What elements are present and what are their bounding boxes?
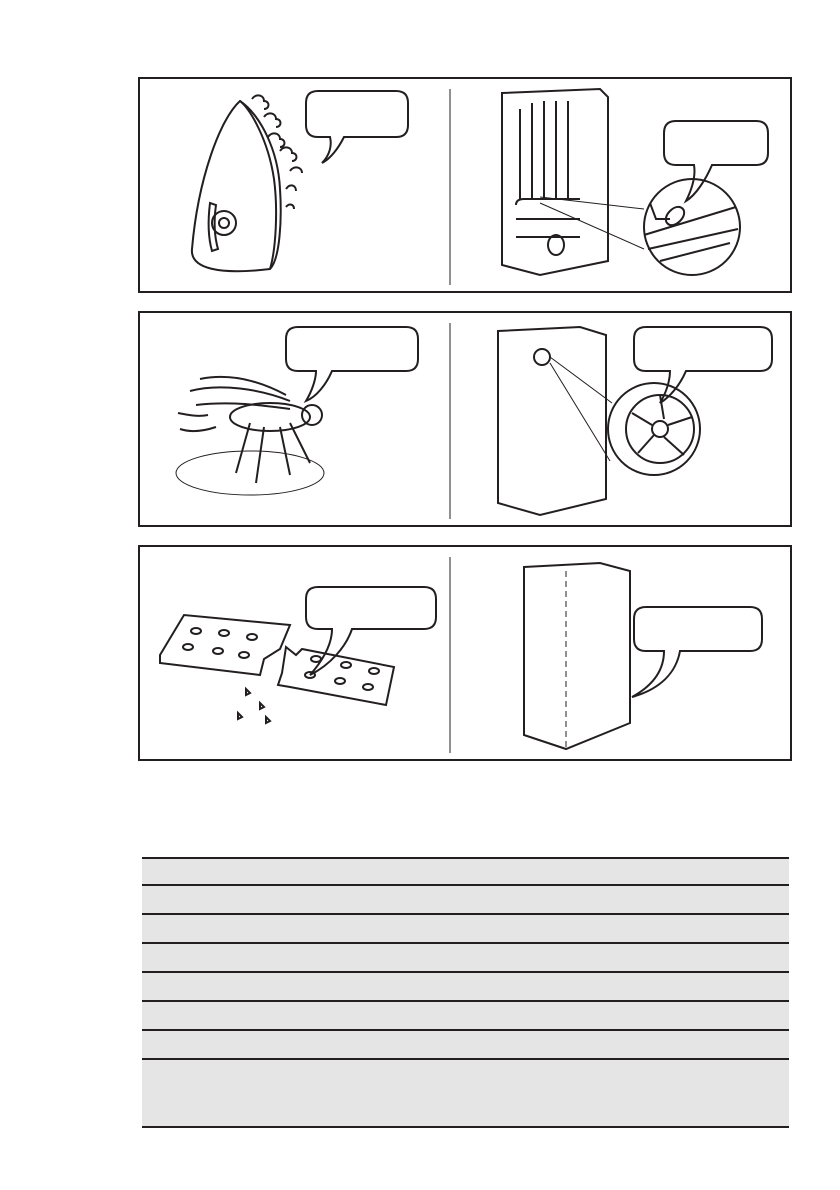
table-row [142, 1031, 789, 1060]
refrigerator-fan-icon [498, 327, 700, 515]
table-row [142, 944, 789, 973]
fly-icon [176, 377, 324, 495]
panel-3-drawings [140, 547, 790, 759]
steam-iron-icon [192, 95, 302, 271]
table-row [142, 973, 789, 1002]
illustration-panel-3 [138, 545, 792, 761]
speech-bubble-3 [286, 327, 418, 401]
speech-bubble-4 [634, 327, 772, 403]
speech-bubble-1 [306, 91, 408, 163]
speech-bubble-2 [664, 121, 768, 201]
table-row [142, 857, 789, 886]
table-row [142, 886, 789, 915]
illustration-panel-1 [138, 77, 792, 293]
table-row [142, 1060, 789, 1128]
illustration-panel-2 [138, 311, 792, 527]
table-row [142, 915, 789, 944]
ice-tray-icon [160, 615, 394, 723]
panel-1-drawings [140, 79, 790, 291]
panel-2-drawings [140, 313, 790, 525]
noise-table [142, 857, 789, 1128]
table-row [142, 1002, 789, 1031]
refrigerator-cabinet-icon [524, 563, 630, 749]
speech-bubble-6 [632, 607, 762, 697]
